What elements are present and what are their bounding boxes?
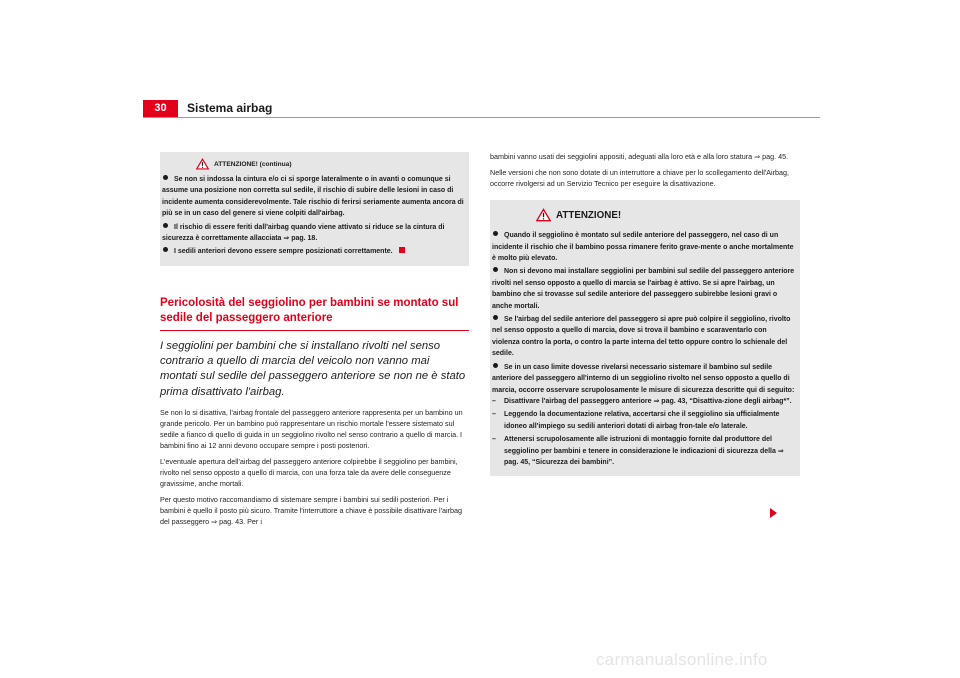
arrow-right-icon[interactable] — [770, 508, 777, 518]
bullet-icon — [493, 267, 498, 272]
warning-list — [162, 174, 465, 258]
warning-box — [490, 200, 800, 476]
warning-item: Quando il seggiolino è montato sul sedile anteriore del passeggero, nel caso di un incidente il rischio che il bambino possa rimanere ferito grave-mente o anche mortalmente è molto più elevato. — [492, 232, 794, 263]
bullet-icon — [163, 247, 168, 252]
warning-item: Non si devono mai installare seggiolini per bambini sul sedile del passeggero anteriore rivolti nel senso opposto a quello di marcia se l'airbag è attivo. Se si apre l'airbag, un bambino che si trovasse sul sedile anteriore del passeggero subirebbe lesioni gravi o anche mortali. — [492, 268, 795, 310]
warning-sublist — [492, 396, 796, 468]
section-divider — [160, 330, 469, 331]
watermark: carmanualsonline.info — [596, 650, 768, 669]
body-paragraph: bambini vanno usati dei seggiolini appositi, adeguati alla loro età e alla loro statura ⇒ pag. 45. — [490, 152, 789, 161]
warning-label: ATTENZIONE! — [556, 209, 622, 221]
body-paragraph: Nelle versioni che non sono dotate di un interruttore a chiave per lo scollegamento dell'Airbag, occorre rivolgersi ad un Servizio Tecnico per eseguire la disattivazione. — [490, 168, 790, 189]
bullet-icon — [493, 231, 498, 236]
warning-header — [196, 158, 465, 170]
warning-header — [536, 208, 796, 222]
warning-subitem: – Disattivare l'airbag del passeggero anteriore ⇒ pag. 43, “Disattiva-zione degli airbag*”. — [492, 397, 792, 405]
left-column — [160, 152, 469, 534]
warning-list — [492, 230, 796, 468]
right-column — [490, 152, 800, 476]
warning-item: Il rischio di essere feriti dall'airbag quando viene attivato si riduce se la cintura di sicurezza è correttamente allacciata ⇒ pag. 18. — [162, 223, 445, 243]
warning-item: Se l'airbag del sedile anteriore del passeggero si apre può colpire il seggiolino, rivolto nel senso opposto a quello di marcia, dove si trova il bambino e scaraventarlo con violenza contro la porta, o contro la parte interna del tetto oppure contro lo schienale del sedile. — [492, 316, 791, 358]
page-number: 30 — [143, 100, 178, 117]
bullet-icon — [163, 223, 168, 228]
header-divider — [143, 117, 820, 118]
warning-item: Se non si indossa la cintura e/o ci si sporge lateralmente o in avanti o comunque si assume una posizione non corretta sul sedile, il rischio di subire delle lesioni in caso di incidente aumenta considerevolmente. Tale rischio di ferirsi seriamente aumenta ancora di più se in un caso del genere si viene colpiti dall'airbag. — [162, 176, 464, 218]
body-paragraph: Se non lo si disattiva, l'airbag frontale del passeggero anteriore rappresenta per un bambino un grande pericolo. Per un bambino può rappresentare un rischio mortale l'essere sistemato sul sedile a fianco di quello di guida in un seggiolino rivolto nel senso contrario a quello di marcia. I bambini fino ai 12 anni devono occupare sempre i posti posteriori. — [160, 408, 463, 450]
body-paragraph: L'eventuale apertura dell'airbag del passeggero anteriore colpirebbe il seggiolino per bambini, rivolto nel senso opposto a quello di marcia, con una forza tale da avere delle conseguenze gravissime, anche mortali. — [160, 457, 458, 488]
section-title: Pericolosità del seggiolino per bambini se montato sul sedile del passeggero anteriore — [160, 296, 459, 324]
warning-item: I sedili anteriori devono essere sempre posizionati correttamente. — [162, 246, 465, 257]
warning-subitem: – Attenersi scrupolosamente alle istruzioni di montaggio fornite dal produttore del seggiolino per bambini e tenere in considerazione le indicazioni di sicurezza della ⇒ pag. 45, “Sicurezza dei bambini”. — [492, 436, 784, 466]
bullet-icon — [163, 175, 168, 180]
end-of-section-icon — [399, 247, 405, 253]
warning-label: ATTENZIONE! (continua) — [214, 160, 292, 168]
section-intro: I seggiolini per bambini che si installano rivolti nel senso contrario a quello di marcia del veicolo non vanno mai montati sul sedile del passeggero anteriore se non ne è stato prima disattivato l'airbag. — [160, 339, 466, 398]
bullet-icon — [493, 363, 498, 368]
body-paragraph: Per questo motivo raccomandiamo di sistemare sempre i bambini sui sedili posteriori. Per i bambini è quello il posto più sicuro. Tramite l'interruttore a chiave è possibile disattivare l'airbag del passeggero ⇒ pag. 43. Per i — [160, 495, 462, 527]
warning-box-continued — [160, 152, 469, 266]
warning-triangle-icon — [536, 208, 551, 222]
warning-subitem: – Leggendo la documentazione relativa, accertarsi che il seggiolino sia ufficialmente idoneo all'impiego su sedili anteriori dotati di airbag fron-tale e/o laterale. — [492, 411, 780, 430]
warning-item: Se in un caso limite dovesse rivelarsi necessario sistemare il bambino sul sedile anteriore del passeggero all'interno di un seggiolino rivolto nel senso opposto a quello di marcia, occorre osservare scrupolosamente le misure di sicurezza descritte qui di seguito: – Disattivare l'airbag del passeggero anteriore ⇒ pag. 43, “Disattiva-zione degli airbag*”. – Leggendo la documentazione relativa, accertarsi che il seggiolino sia ufficialmente idoneo all'impiego su sedili anteriori dotati di airbag fron-tale e/o laterale. – Attenersi scrupolosamente alle istruzioni di montaggio fornite dal produttore del seggiolino per bambini e tenere in considerazione le indicazioni di sicurezza della ⇒ pag. 45, “Sicurezza dei bambini”. — [492, 362, 796, 469]
bullet-icon — [493, 315, 498, 320]
page-header-title: Sistema airbag — [187, 101, 273, 115]
warning-triangle-icon — [196, 158, 209, 170]
